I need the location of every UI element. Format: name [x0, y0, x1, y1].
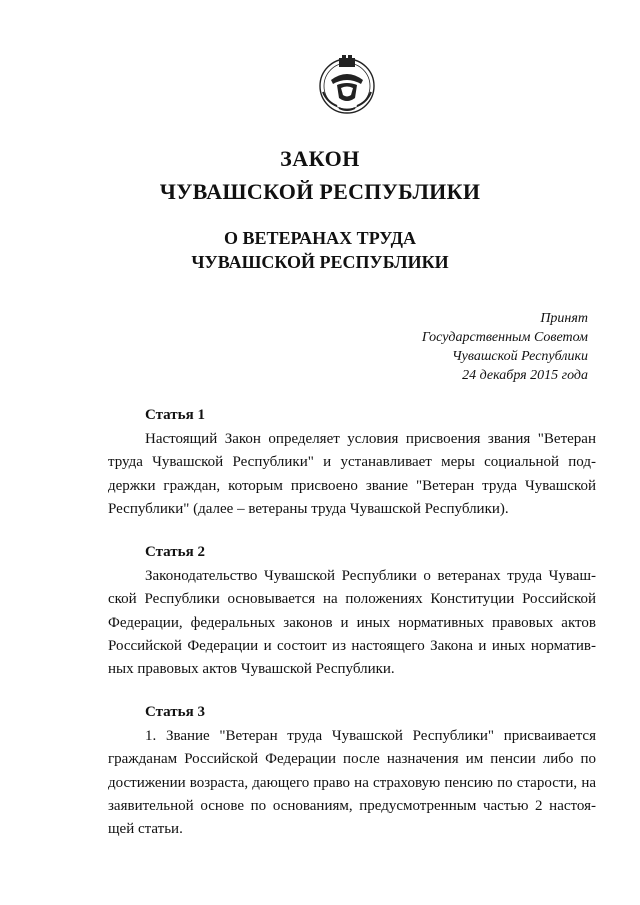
text-line: Законодательство Чувашской Республики о ветеранах труда Чуваш- [145, 568, 596, 584]
adoption-date: 24 декабря 2015 года [462, 368, 588, 383]
text-line: Республики" (далее – ветераны труда Чувашской Республики). [108, 500, 509, 517]
text-line: заявительной основе по основаниям, предусмотренным частью 2 настоя- [108, 797, 596, 814]
text-line: Федерации, федеральных законов и иных нормативных правовых актов [108, 614, 596, 631]
text-line: ской Республики основывается на положениях Конституции Российской [108, 591, 596, 608]
text-line: Настоящий Закон определяет условия присвоения звания "Ветеран [145, 431, 596, 447]
article-2-text [108, 565, 596, 681]
article-3-heading: Статья 3 [145, 704, 205, 720]
text-line: щей статьи. [108, 821, 183, 838]
article-2-heading: Статья 2 [145, 544, 205, 560]
law-subject-line1: О ВЕТЕРАНАХ ТРУДА [223, 228, 417, 248]
law-republic-title: ЧУВАШСКОЙ РЕСПУБЛИКИ [159, 179, 481, 204]
adoption-line: Государственным Советом [421, 330, 588, 345]
text-line: ных правовых актов Чувашской Республики. [108, 661, 395, 678]
adoption-line: Чувашской Республики [452, 349, 588, 364]
law-subject-line2: ЧУВАШСКОЙ РЕСПУБЛИКИ [191, 252, 449, 272]
adoption-line: Принят [540, 311, 588, 326]
coat-of-arms-emblem [317, 54, 377, 116]
article-3-text [108, 725, 596, 841]
text-line: труда Чувашской Республики" и устанавливает меры социальной под- [108, 454, 596, 471]
adoption-note [328, 309, 588, 385]
article-1-heading: Статья 1 [145, 407, 205, 423]
text-line: Российской Федерации и состоит из настоящего Закона и иных норматив- [108, 637, 596, 654]
text-line: достижении возраста, дающего право на страховую пенсию по старости, на [108, 774, 596, 791]
article-1-text [108, 428, 596, 521]
law-title: ЗАКОН [280, 146, 360, 171]
text-line: 1. Звание "Ветеран труда Чувашской Республики" присваивается [145, 728, 596, 744]
text-line: гражданам Российской Федерации после назначения им пенсии либо по [108, 751, 596, 768]
text-line: держки граждан, которым присвоено звание "Ветеран труда Чувашской [108, 477, 596, 494]
